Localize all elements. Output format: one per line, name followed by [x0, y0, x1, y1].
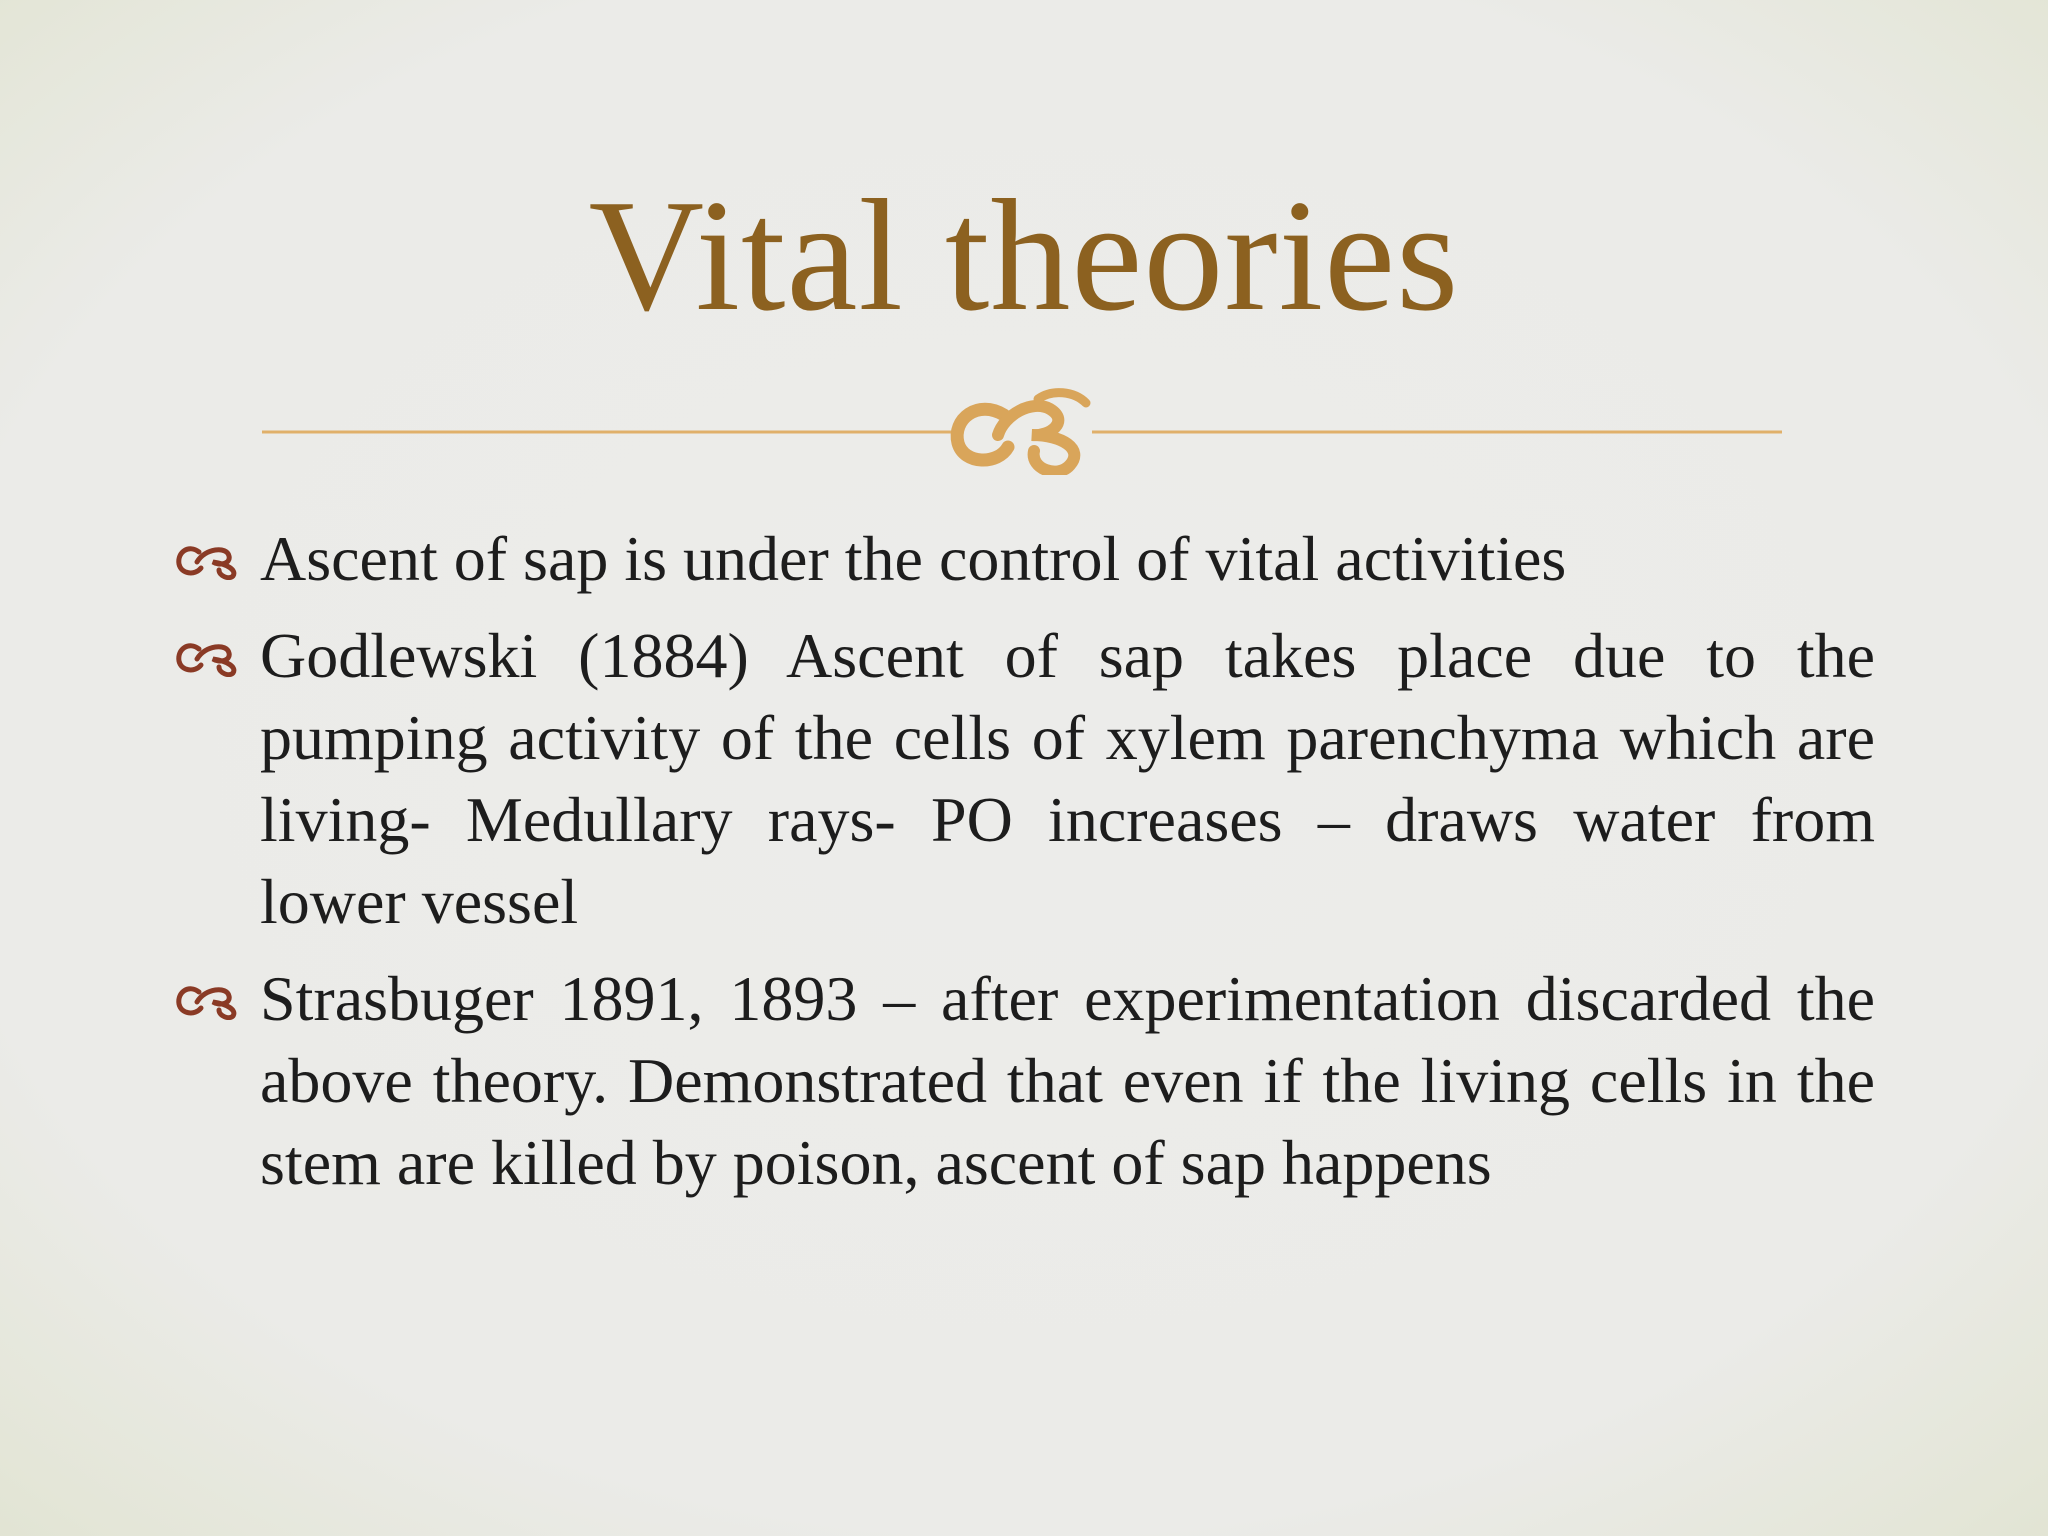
- list-item: [175, 615, 1875, 943]
- swirl-bullet-icon: [175, 637, 245, 677]
- slide-title: Vital theories: [588, 166, 1460, 344]
- list-item: [175, 958, 1875, 1204]
- list-item: [175, 518, 1875, 600]
- swirl-bullet-icon: [175, 980, 245, 1020]
- bullet-text: Godlewski (1884) Ascent of sap takes place due to the pumping activity of the cells of xylem parenchyma which are living- Medullary rays- PO increases – draws water from lower vessel: [260, 620, 1875, 937]
- swirl-bullet-icon: [175, 540, 245, 580]
- bullet-text: Strasbuger 1891, 1893 – after experimentation discarded the above theory. Demonstrated that even if the living cells in the stem are killed by poison, ascent of sap happens: [260, 963, 1875, 1198]
- title-divider: [262, 385, 1782, 475]
- bullet-list: [175, 518, 1875, 1219]
- swirl-ornament-icon: [957, 393, 1086, 472]
- bullet-text: Ascent of sap is under the control of vital activities: [260, 523, 1567, 594]
